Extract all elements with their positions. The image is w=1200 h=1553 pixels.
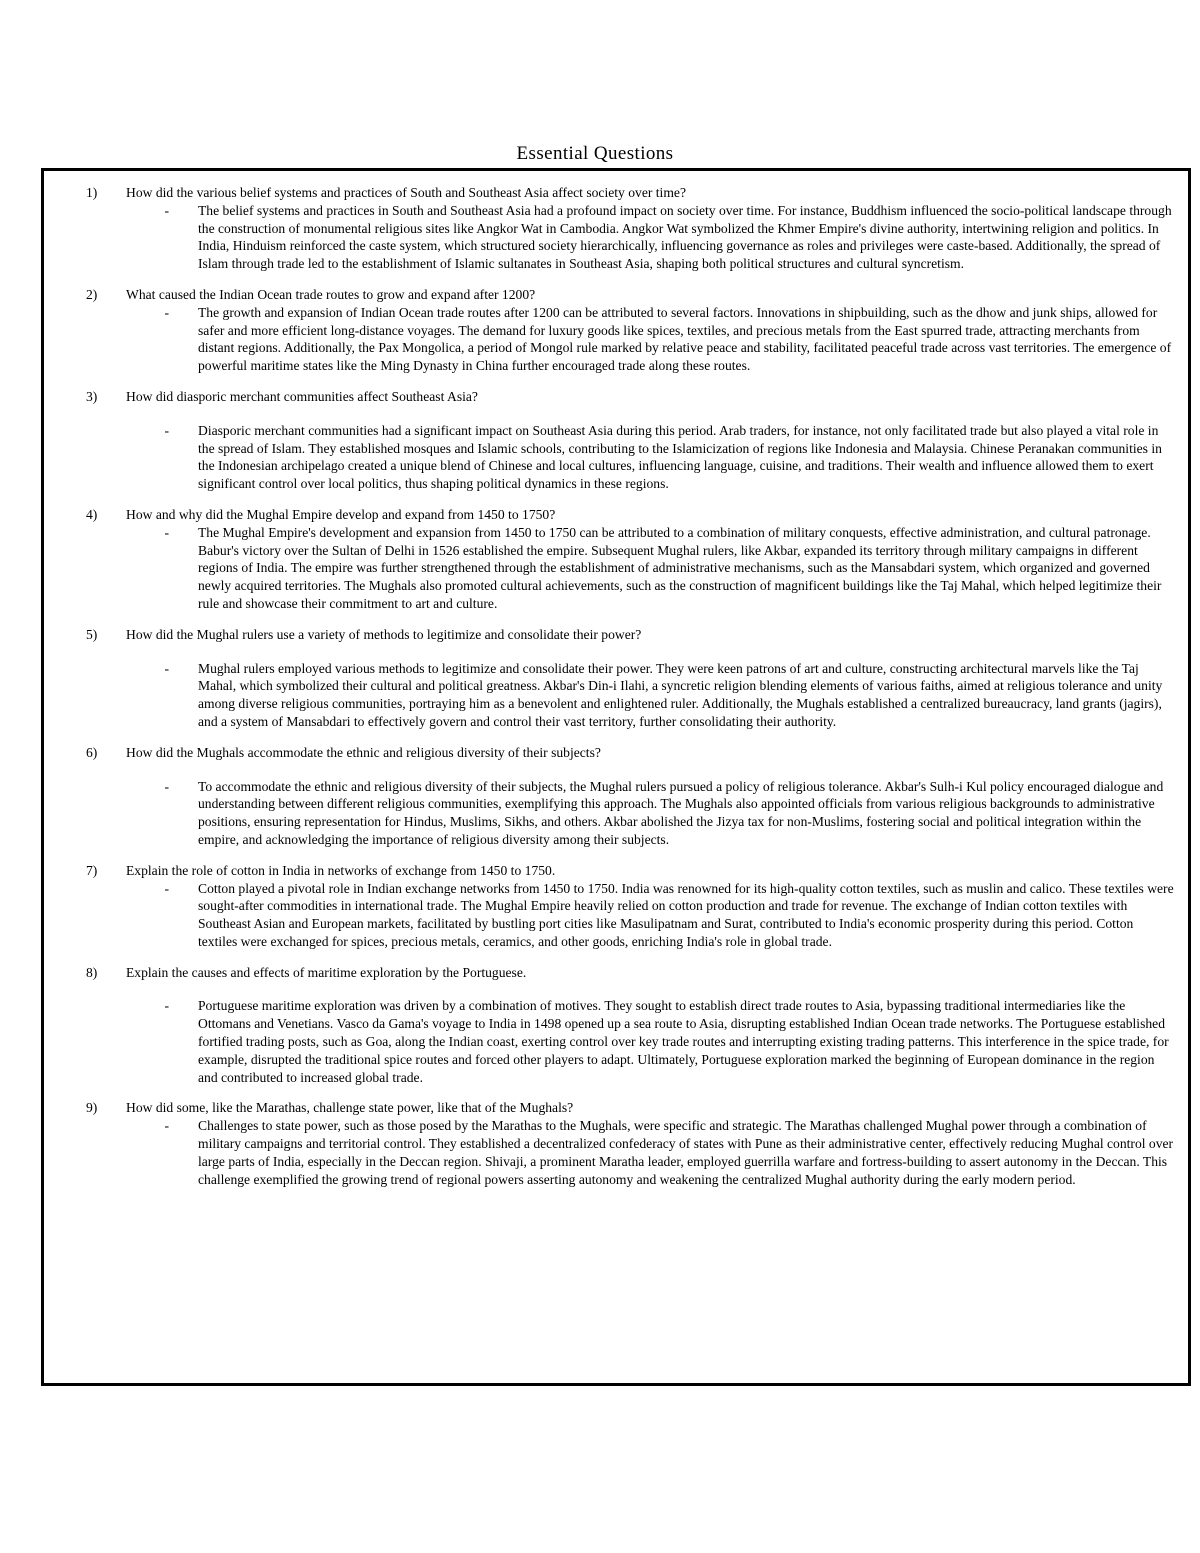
question-text: How did the various belief systems and practices of South and Southeast Asia affect society over time? [126,185,686,200]
question-text: How and why did the Mughal Empire develop and expand from 1450 to 1750? [126,506,556,522]
question-number: 9) [86,1100,98,1116]
bullet-dash: - [164,660,169,676]
question-item [44,626,1178,731]
question-text: How did some, like the Marathas, challenge state power, like that of the Mughals? [126,1100,574,1116]
bullet-dash: - [164,778,169,794]
bullet-dash: - [164,304,169,320]
question-item [44,744,1178,849]
question-item [44,1099,1178,1188]
question-text: Explain the role of cotton in India in networks of exchange from 1450 to 1750. [126,862,556,878]
bullet-dash: - [164,422,169,438]
answer-text: The Mughal Empire's development and expansion from 1450 to 1750 can be attributed to a combination of military conquests, effective administration, and cultural patronage. Babur's victory over the Sultan of Delhi in 1526 established the empire. Subsequent Mughal rulers, like Akbar, expanded its territory through military campaigns in different regions of India. The empire was further strengthened through the establishment of administrative mechanisms, such as the Mansabdari system, which organized and governed newly acquired territories. The Mughals also promoted cultural achievements, such as the construction of magnificent buildings like the Taj Mahal, which helped legitimize their rule and showcase their commitment to art and culture. [198,524,1162,611]
question-number: 4) [86,506,98,522]
question-text: How did diasporic merchant communities affect Southeast Asia? [126,388,478,404]
question-number: 7) [86,862,98,878]
question-number: 8) [86,964,98,980]
answer-text: The growth and expansion of Indian Ocean trade routes after 1200 can be attributed to several factors. Innovations in shipbuilding, such as the dhow and junk ships, allowed for safer and more efficient long-distance voyages. The demand for luxury goods like spices, textiles, and precious metals from the East spurred trade, attracting merchants from distant regions. Additionally, the Pax Mongolica, a period of Mongol rule marked by relative peace and stability, facilitated peaceful trade across vast territories. The emergence of powerful maritime states like the Ming Dynasty in China further encouraged trade along these routes. [198,304,1172,374]
question-text: Explain the causes and effects of maritime exploration by the Portuguese. [126,964,527,980]
answer-text: The belief systems and practices in South and Southeast Asia had a profound impact on society over time. For instance, Buddhism influenced the socio-political landscape through the construction of monumental religious sites like Angkor Wat in Cambodia. Angkor Wat symbolized the Khmer Empire's divine authority, intertwining religion and politics. In India, Hinduism reinforced the caste system, which structured society hierarchically, influencing governance as roles and privileges were caste-based. Additionally, the spread of Islam through trade led to the establishment of Islamic sultanates in Southeast Asia, shaping both political structures and cultural syncretism. [198,202,1172,272]
questions-box [41,168,1191,1386]
answer-text: Portuguese maritime exploration was driven by a combination of motives. They sought to establish direct trade routes to Asia, bypassing traditional intermediaries like the Ottomans and Venetians. Vasco da Gama's voyage to India in 1498 opened up a sea route to Asia, disrupting established Indian Ocean trade networks. The Portuguese established fortified trading posts, such as Goa, along the Indian coast, exerting control over key trade routes and interrupting existing trading patterns. This interference in the spice trade, for example, disrupted the traditional spice routes and forced other players to adapt. Ultimately, Portuguese exploration marked the beginning of European dominance in the region and contributed to increased global trade. [198,998,1169,1085]
answer-text: To accommodate the ethnic and religious diversity of their subjects, the Mughal rulers pursued a policy of religious tolerance. Akbar's Sulh-i Kul policy encouraged dialogue and understanding between different religious communities, exemplifying this approach. The Mughals also appointed officials from various religious backgrounds to administrative positions, ensuring representation for Hindus, Muslims, Sikhs, and others. Akbar abolished the Jizya tax for non-Muslims, fostering social and political integration within the empire, and acknowledging the importance of religious diversity among their subjects. [198,778,1164,847]
question-item [44,506,1178,613]
question-number: 2) [86,286,98,302]
question-number: 1) [86,185,98,200]
answer-text: Mughal rulers employed various methods to legitimize and consolidate their power. They were keen patrons of art and culture, constructing architectural marvels like the Taj Mahal, which symbolized their cultural and political greatness. Akbar's Din-i Ilahi, a syncretic religion blending elements of various faiths, aimed at religious tolerance and unity among diverse religious communities, portraying him as a benevolent and enlightened ruler. Additionally, the Mughals established a centralized bureaucracy, land grants (jagirs), and a system of Mansabdari to effectively govern and control their vast territory, further consolidating their authority. [198,660,1163,729]
bullet-dash: - [164,524,169,540]
answer-text: Challenges to state power, such as those posed by the Marathas to the Mughals, were specific and strategic. The Marathas challenged Mughal power through a combination of military campaigns and territorial control. They established a decentralized confederacy of states with Pune as their administrative center, effectively reducing Mughal control over large parts of India, especially in the Deccan region. Shivaji, a prominent Maratha leader, employed guerrilla warfare and fortress-building to assert autonomy in the Deccan. This challenge exemplified the growing trend of regional powers asserting autonomy and weakening the centralized Mughal authority during the early modern period. [198,1118,1174,1187]
question-item [44,286,1178,375]
question-text: How did the Mughal rulers use a variety of methods to legitimize and consolidate their power? [126,626,642,642]
question-item [44,862,1178,951]
question-number: 6) [86,744,98,760]
bullet-dash: - [164,1118,169,1134]
question-item [44,184,1178,273]
question-number: 5) [86,626,98,642]
question-item [44,388,1178,493]
question-text: What caused the Indian Ocean trade routes to grow and expand after 1200? [126,286,536,302]
question-number: 3) [86,388,98,404]
answer-text: Cotton played a pivotal role in Indian exchange networks from 1450 to 1750. India was renowned for its high-quality cotton textiles, such as muslin and calico. These textiles were sought-after commodities in international trade. The Mughal Empire heavily relied on cotton production and trade for revenue. The exchange of Indian cotton textiles with Southeast Asian and European markets, facilitated by bustling port cities like Masulipatnam and Surat, contributed to India's economic prosperity during this period. Cotton textiles were exchanged for spices, precious metals, ceramics, and other goods, enriching India's role in global trade. [198,880,1174,949]
answer-text: Diasporic merchant communities had a significant impact on Southeast Asia during this period. Arab traders, for instance, not only facilitated trade but also played a vital role in the spread of Islam. They established mosques and Islamic schools, contributing to the Islamicization of regions like Indonesia and Malaysia. Chinese Peranakan communities in the Indonesian archipelago created a unique blend of Chinese and local cultures, influencing language, cuisine, and traditions. Their wealth and influence allowed them to exert significant control over local politics, thus shaping political dynamics in these regions. [198,422,1162,492]
bullet-dash: - [164,202,169,218]
bullet-dash: - [164,880,169,896]
page-title: Essential Questions [516,143,674,164]
question-text: How did the Mughals accommodate the ethnic and religious diversity of their subjects? [126,744,601,760]
question-item [44,964,1178,1087]
bullet-dash: - [164,998,169,1014]
